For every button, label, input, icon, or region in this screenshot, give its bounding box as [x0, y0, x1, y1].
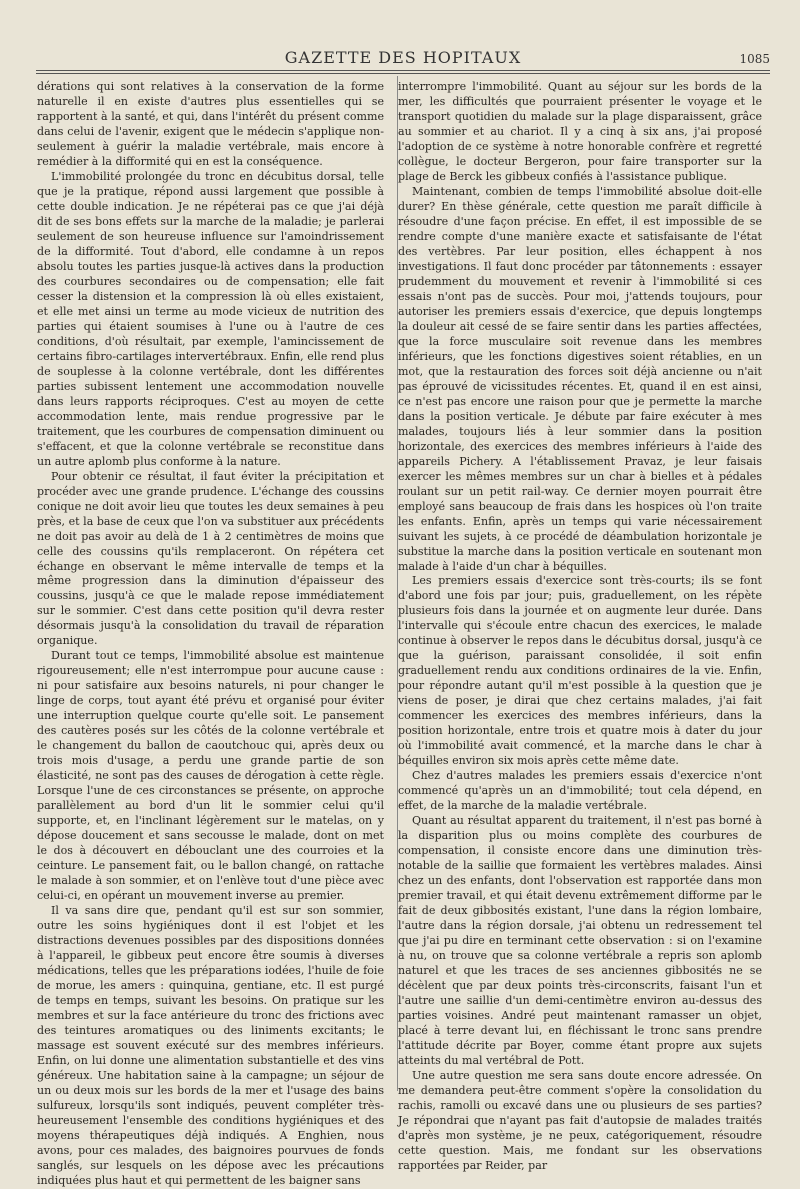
right-column [398, 80, 762, 1172]
header-rule-top [36, 70, 770, 71]
paragraph: Maintenant, combien de temps l'immobilité absolue doit-elle durer? En thèse générale, cette question me paraît difficile à résoudre d'une façon précise. En effet, il est impossible de se rendre compte d'une manière exacte et satisfaisante de l'état des vertèbres. Par leur position, elles échappent à nos investigations. Il faut donc procéder par tâtonnements : essayer prudemment du mouvement et revenir à l'immobilité si ces essais n'ont pas de succès. Pour moi, j'attends toujours, pour autoriser les premiers essais d'exercice, que depuis longtemps la douleur ait cessé de se faire sentir dans les parties affectées, que la force musculaire soit revenue dans les membres inférieurs, que les fonctions digestives soient rétablies, en un mot, que la restauration des forces soit déjà ancienne ou n'ait pas éprouvé de vicissitudes récentes. Et, quand il en est ainsi, ce n'est pas encore une raison pour que je permette la marche dans la position verticale. Je débute par faire exécuter à mes malades, toujours liés à leur sommier dans la position horizontale, des exercices des membres inférieurs à l'aide des appareils Pichery. A l'établissement Pravaz, je leur faisais exercer les mêmes membres sur un char à bielles et à pédales roulant sur un petit rail-way. Ce dernier moyen pourrait être employé sans beaucoup de frais dans les hospices où l'on traite les enfants. Enfin, après un temps qui varie nécessairement suivant les sujets, à ce procédé de déambulation horizontale je substitue la marche dans la position verticale en soutenant mon malade à l'aide d'un char à béquilles. [398, 184, 762, 573]
paragraph: Pour obtenir ce résultat, il faut éviter la précipitation et procéder avec une grande prudence. L'échange des coussins conique ne doit avoir lieu que toutes les deux semaines à peu près, et la base de ceux que l'on va substituer aux précédents ne doit pas avoir au delà de 1 à 2 centimètres de moins que celle des coussins qu'ils remplaceront. On répétera cet échange en observant le même intervalle de temps et la même progression dans la diminution d'épaisseur des coussins, jusqu'à ce que le malade repose immédiatement sur le sommier. C'est dans cette position qu'il devra rester désormais jusqu'à la consolidation du travail de réparation organique. [37, 469, 384, 648]
paragraph: Quant au résultat apparent du traitement, il n'est pas borné à la disparition plus ou moins complète des courbures de compensation, il consiste encore dans une diminution très-notable de la saillie que formaient les vertèbres malades. Ainsi chez un des enfants, dont l'observation est rapportée dans mon premier travail, et qui était devenu extrêmement difforme par le fait de deux gibbosités existant, l'une dans la région lombaire, l'autre dans la région dorsale, j'ai obtenu un redressement tel que j'ai pu dire en terminant cette observation : si on l'examine à nu, on trouve que sa colonne vertébrale a repris son aplomb naturel et que les traces de ses anciennes gibbosités ne se décèlent que par deux points très-circonscrits, faisant l'un et l'autre une saillie d'un demi-centimètre environ au-dessus des parties voisines. André peut maintenant ramasser un objet, placé à terre devant lui, en fléchissant le tronc sans prendre l'attitude décrite par Boyer, comme étant propre aux sujets atteints du mal vertébral de Pott. [398, 814, 762, 1067]
publication-title: GAZETTE DES HOPITAUX [284, 48, 522, 67]
paragraph: Une autre question me sera sans doute encore adressée. On me demandera peut-être comment s'opère la consolidation du rachis, ramolli ou excavé dans une ou plusieurs de ses parties? Je répondrai que n'ayant pas fait d'autopsie de malades traités d'après mon système, je ne peux, catégoriquement, résoudre cette question. Mais, me fondant sur les observations rapportées par Reider, par [398, 1068, 762, 1172]
header-rule-bottom [36, 73, 770, 74]
page-number: 1085 [739, 52, 770, 66]
paragraph: L'immobilité prolongée du tronc en décubitus dorsal, telle que je la pratique, répond aussi largement que possible à cette double indication. Je ne répéterai pas ce que j'ai déjà dit de ses bons effets sur la marche de la maladie; je parlerai seulement de son heureuse influence sur l'amoindrissement de la difformité. Tout d'abord, elle condamne à un repos absolu toutes les parties jusque-là actives dans la production des courbures secondaires ou de compensation; elle fait cesser la distension et la compression là où elles existaient, et elle met ainsi un terme au mode vicieux de nutrition des parties qui étaient soumises à l'une ou à l'autre de ces conditions, d'où résultait, par exemple, l'amincissement de certains fibro-cartilages intervertébraux. Enfin, elle rend plus de souplesse à la colonne vertébrale, dont les différentes parties subissent lentement une accommodation nouvelle dans leurs rapports réciproques. C'est au moyen de cette accommodation lente, mais rendue progressive par le traitement, que les courbures de compensation diminuent ou s'effacent, et que la colonne vertébrale se reconstitue dans un autre aplomb plus conforme à la nature. [37, 169, 384, 468]
paragraph: dérations qui sont relatives à la conservation de la forme naturelle il en existe d'autres plus essentielles qui se rapportent à la santé, et qui, dans l'intérêt du présent comme dans celui de l'avenir, exigent que le médecin s'applique non-seulement à guérir la maladie vertébrale, mais encore à remédier à la difformité qui en est la conséquence. [37, 80, 384, 168]
paragraph: interrompre l'immobilité. Quant au séjour sur les bords de la mer, les difficultés que pourraient présenter le voyage et le transport quotidien du malade sur la plage disparaissent, grâce au sommier et au chariot. Il y a cinq à six ans, j'ai proposé l'adoption de ce système à notre honorable confrère et regretté collègue, le docteur Bergeron, pour faire transporter sur la plage de Berck les gibbeux confiés à l'assistance publique. [398, 80, 762, 183]
paragraph: Les premiers essais d'exercice sont très-courts; ils se font d'abord une fois par jour; puis, graduellement, on les répète plusieurs fois dans la journée et on augmente leur durée. Dans l'intervalle qui s'écoule entre chacun des exercices, le malade continue à observer le repos dans le décubitus dorsal, jusqu'à ce que la guérison, paraissant consolidée, il soit enfin graduellement rendu aux conditions ordinaires de la vie. Enfin, pour répondre autant qu'il m'est possible à la question que je viens de poser, je dirai que chez certains malades, j'ai fait commencer les exercices des membres inférieurs, dans la position horizontale, entre trois et quatre mois à dater du jour où l'immobilité avait commencé, et la marche dans le char à béquilles environ six mois après cette même date. [398, 574, 762, 768]
paragraph: Durant tout ce temps, l'immobilité absolue est maintenue rigoureusement; elle n'est interrompue pour aucune cause : ni pour satisfaire aux besoins naturels, ni pour changer le linge de corps, tout ayant été prévu et organisé pour éviter une interruption quelque courte qu'elle soit. Le pansement des cautères posés sur les côtés de la colonne vertébrale et le changement du ballon de caoutchouc qui, après deux ou trois mois d'usage, a perdu une grande partie de son élasticité, ne sont pas des causes de dérogation à cette règle. Lorsque l'une de ces circonstances se présente, on approche parallèlement au bord d'un lit le sommier celui qu'il supporte, et, en l'inclinant légèrement sur le matelas, on y dépose doucement et sans secousse le malade, dont on met le dos à découvert en débouclant une des courroies et la ceinture. Le pansement fait, ou le ballon changé, on rattache le malade à son sommier, et on l'enlève tout d'une pièce avec celui-ci, en opérant un mouvement inverse au premier. [37, 649, 384, 903]
paragraph: Il va sans dire que, pendant qu'il est sur son sommier, outre les soins hygiéniques dont il est l'objet et les distractions devenues possibles par des dispositions données à l'appareil, le gibbeux peut encore être soumis à diverses médications, telles que les préparations iodées, l'huile de foie de morue, les amers : quinquina, gentiane, etc. Il est purgé de temps en temps, suivant les besoins. On pratique sur les membres et sur la face antérieure du tronc des frictions avec des teintures aromatiques ou des liniments excitants; le massage est souvent exécuté sur des membres inférieurs. Enfin, on lui donne une alimentation substantielle et des vins généreux. Une habitation saine à la campagne; un séjour de un ou deux mois sur les bords de la mer et l'usage des bains sulfureux, lorsqu'ils sont indiqués, peuvent compléter très-heureusement l'ensemble des conditions hygiéniques et des moyens thérapeutiques déjà indiqués. A Enghien, nous avons, pour ces malades, des baignoires pourvues de fonds sanglés, sur lesquels on les dépose avec les précautions indiquées plus haut et qui permettent de les baigner sans [37, 904, 384, 1187]
paragraph: Chez d'autres malades les premiers essais d'exercice n'ont commencé qu'après un an d'immobilité; tout cela dépend, en effet, de la marche de la maladie vertébrale. [398, 769, 762, 813]
left-column [37, 80, 384, 1187]
page-header [36, 46, 770, 68]
